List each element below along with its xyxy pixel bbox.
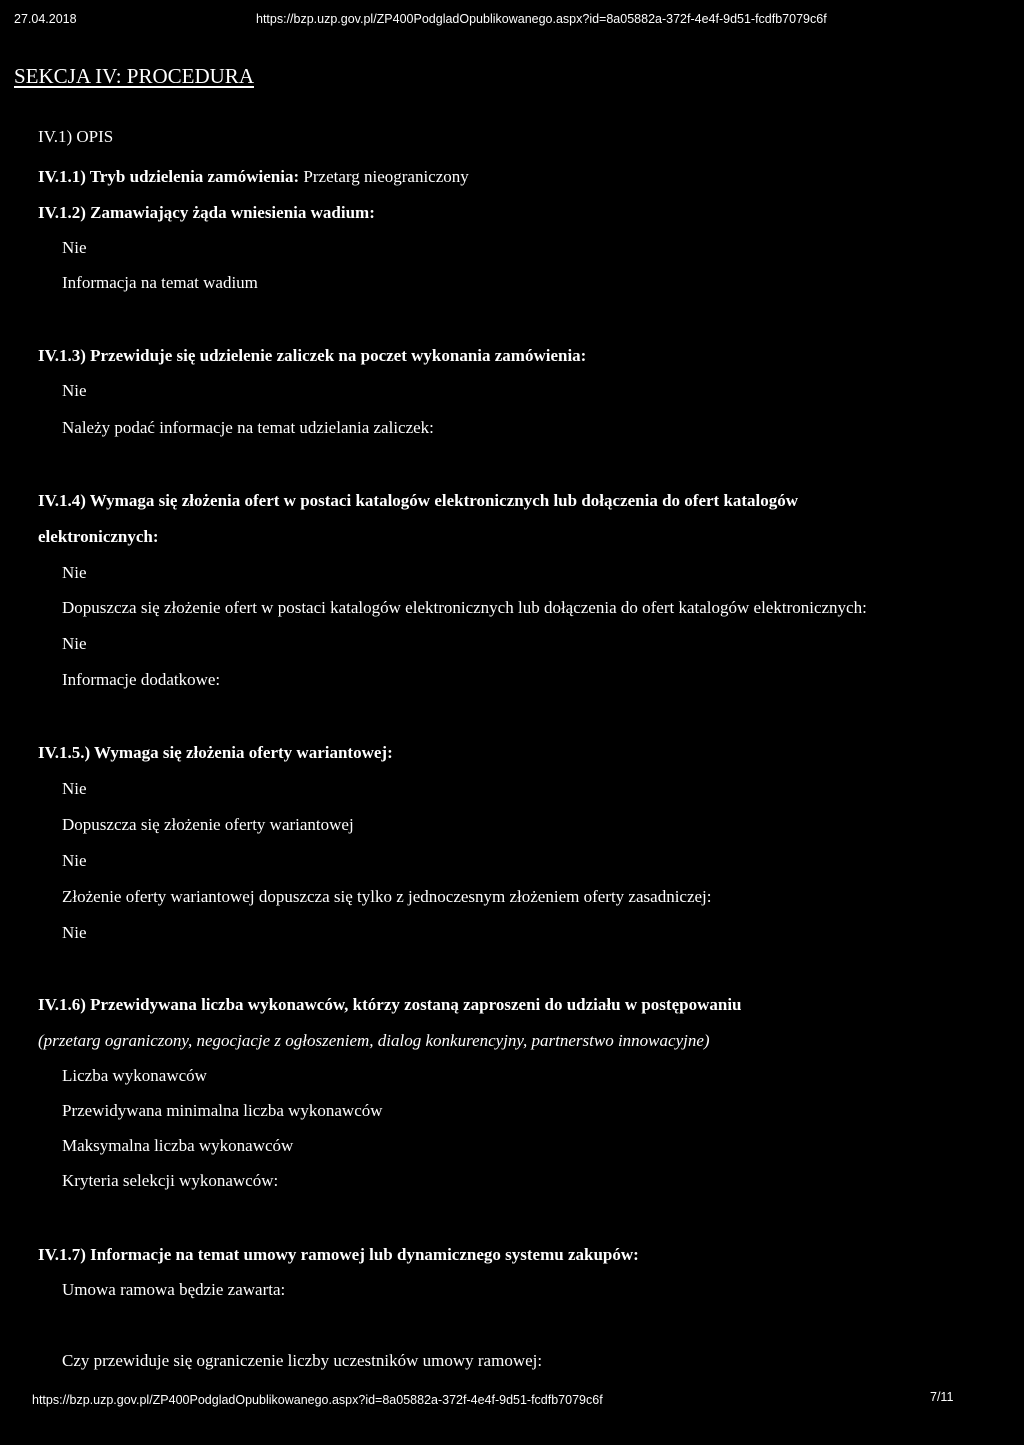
framework-question: IV.1.7) Informacje na temat umowy ramowej lub dynamicznego systemu zakupów: [38, 1245, 639, 1264]
catalog-answer: Nie [62, 563, 87, 582]
variant-question: IV.1.5.) Wymaga się złożenia oferty wariantowej: [38, 743, 393, 762]
framework-limit: Czy przewiduje się ograniczenie liczby uczestników umowy ramowej: [62, 1351, 543, 1370]
contractors-count: Liczba wykonawców [62, 1066, 207, 1085]
print-date: 27.04.2018 [14, 12, 77, 26]
contractors-criteria: Kryteria selekcji wykonawców: [62, 1171, 279, 1190]
procedure-mode-row [38, 166, 469, 188]
advance-answer: Nie [62, 381, 87, 400]
variant-condition-text: Złożenie oferty wariantowej dopuszcza się tylko z jednoczesnym złożeniem oferty zasadniczej: [62, 887, 712, 906]
deposit-answer: Nie [62, 238, 87, 257]
variant-allow-text: Dopuszcza się złożenie oferty wariantowej [62, 815, 354, 834]
catalog-allow-answer: Nie [62, 634, 87, 653]
contractors-note: (przetarg ograniczony, negocjacje z ogłoszeniem, dialog konkurencyjny, partnerstwo innowacyjne) [38, 1031, 710, 1050]
advance-question: IV.1.3) Przewiduje się udzielenie zaliczek na poczet wykonania zamówienia: [38, 346, 587, 365]
deposit-question: IV.1.2) Zamawiający żąda wniesienia wadium: [38, 203, 375, 222]
contractors-min: Przewidywana minimalna liczba wykonawców [62, 1101, 383, 1120]
catalog-question-line2: elektronicznych: [38, 527, 159, 546]
variant-condition-answer: Nie [62, 923, 87, 942]
deposit-info: Informacja na temat wadium [62, 273, 258, 292]
footer-url: https://bzp.uzp.gov.pl/ZP400PodgladOpublikowanego.aspx?id=8a05882a-372f-4e4f-9d51-fcdfb7079c6f [32, 1393, 603, 1407]
catalog-question-line1: IV.1.4) Wymaga się złożenia ofert w postaci katalogów elektronicznych lub dołączenia do ofert katalogów [38, 491, 799, 510]
advance-info: Należy podać informacje na temat udzielania zaliczek: [62, 418, 434, 437]
catalog-allow-text: Dopuszcza się złożenie ofert w postaci katalogów elektronicznych lub dołączenia do ofert katalogów elektronicznych: [62, 598, 867, 617]
page-url: https://bzp.uzp.gov.pl/ZP400PodgladOpublikowanego.aspx?id=8a05882a-372f-4e4f-9d51-fcdfb7079c6f [256, 12, 827, 26]
catalog-extra-info: Informacje dodatkowe: [62, 670, 221, 689]
procedure-mode-value: Przetarg nieograniczony [299, 167, 469, 186]
contractors-question: IV.1.6) Przewidywana liczba wykonawców, którzy zostaną zaproszeni do udziału w postępowaniu [38, 995, 742, 1014]
section-title: SEKCJA IV: PROCEDURA [14, 64, 254, 88]
variant-answer: Nie [62, 779, 87, 798]
contractors-max: Maksymalna liczba wykonawców [62, 1136, 294, 1155]
variant-allow-answer: Nie [62, 851, 87, 870]
procedure-mode-label: IV.1.1) Tryb udzielenia zamówienia: [38, 167, 300, 186]
framework-agreement: Umowa ramowa będzie zawarta: [62, 1280, 286, 1299]
page-number: 7/11 [930, 1390, 954, 1404]
subsection-title: IV.1) OPIS [38, 127, 114, 146]
